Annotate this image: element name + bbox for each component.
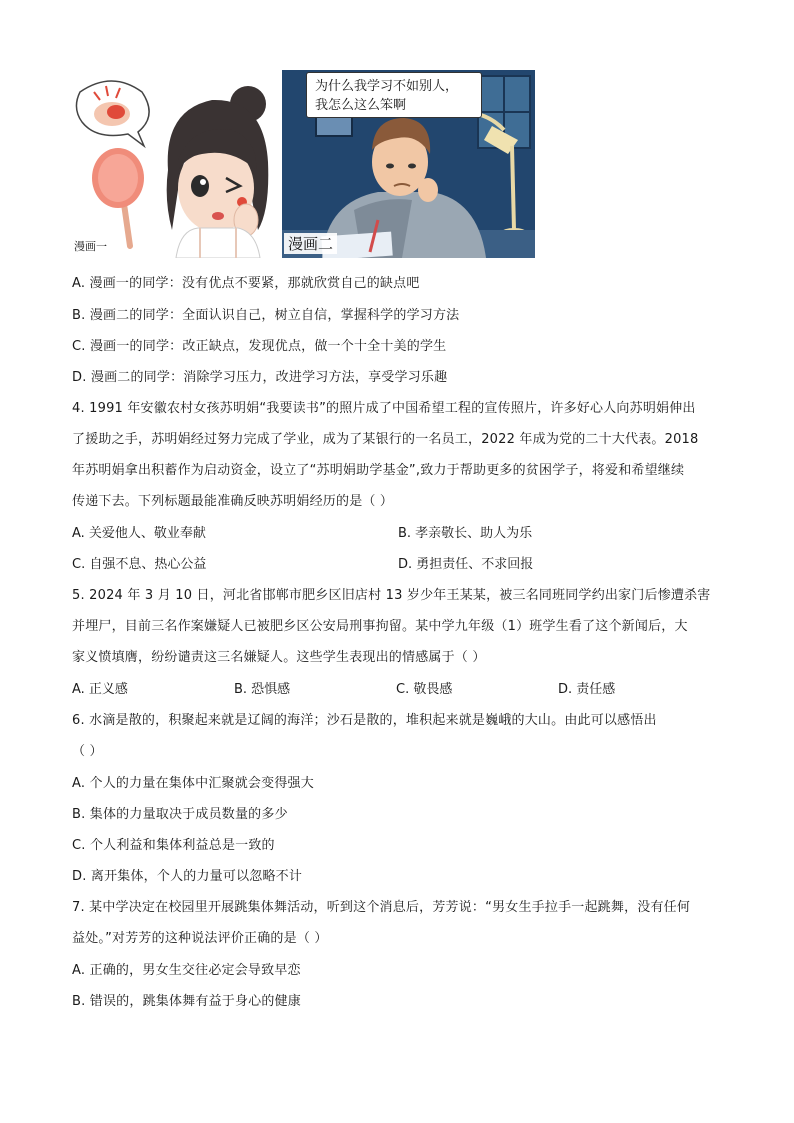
q4-stem-line-3: 年苏明娟拿出积蓄作为启动资金，设立了“苏明娟助学基金”,致力于帮助更多的贫困学子，将爱和希望继续: [72, 463, 685, 478]
q6-stem-line-2: （ ）: [72, 744, 103, 759]
q6-option-d: D. 离开集体，个人的力量可以忽略不计: [72, 869, 303, 884]
q3-option-b: B. 漫画二的同学：全面认识自己，树立自信，掌握科学的学习方法: [72, 308, 460, 323]
q5-stem-line-2: 并埋尸，目前三名作案嫌疑人已被肥乡区公安局刑事拘留。某中学九年级（1）班学生看了这个新闻后，大: [72, 619, 688, 634]
q7-stem-line-2: 益处。”对芳芳的这种说法评价正确的是（ ）: [72, 931, 328, 946]
q7-stem-line-1: 7. 某中学决定在校园里开展跳集体舞活动，听到这个消息后，芳芳说：“男女生手拉手一起跳舞，没有任何: [72, 900, 691, 915]
q3-option-d: D. 漫画二的同学：消除学习压力，改进学习方法，享受学习乐趣: [72, 370, 448, 385]
q3-option-c: C. 漫画一的同学：改正缺点，发现优点，做一个十全十美的学生: [72, 339, 447, 354]
q3-option-a: A. 漫画一的同学：没有优点不要紧，那就欣赏自己的缺点吧: [72, 276, 420, 291]
girl-with-mirror-illustration: [72, 70, 278, 258]
bubble-line-1: 为什么我学习不如别人，: [315, 79, 459, 94]
q4-option-d: D. 勇担责任、不求回报: [398, 557, 534, 572]
q6-option-c: C. 个人利益和集体利益总是一致的: [72, 838, 275, 853]
comic-two-speech-bubble: [306, 72, 482, 118]
q7-option-b: B. 错误的，跳集体舞有益于身心的健康: [72, 994, 301, 1009]
bubble-line-2: 我怎么这么笨啊: [315, 98, 407, 113]
q4-stem-line-1: 4. 1991 年安徽农村女孩苏明娟“我要读书”的照片成了中国希望工程的宣传照片，许多好心人向苏明娟伸出: [72, 401, 696, 416]
comic-one-image: [72, 70, 278, 258]
q4-option-b: B. 孝亲敬长、助人为乐: [398, 526, 533, 541]
q4-stem-line-2: 了援助之手，苏明娟经过努力完成了学业，成为了某银行的一名员工，2022 年成为党的二十大代表。2018: [72, 432, 699, 447]
q4-option-a: A. 关爱他人、敬业奉献: [72, 526, 206, 541]
comic-two-image: [282, 70, 535, 258]
comic-one-caption: 漫画一: [74, 240, 107, 253]
q7-option-a: A. 正确的，男女生交往必定会导致早恋: [72, 963, 301, 978]
q6-option-b: B. 集体的力量取决于成员数量的多少: [72, 807, 288, 822]
q4-stem-line-4: 传递下去。下列标题最能准确反映苏明娟经历的是（ ）: [72, 494, 394, 509]
q5-stem-line-3: 家义愤填膺，纷纷谴责这三名嫌疑人。这些学生表现出的情感属于（ ）: [72, 650, 486, 665]
comic-two-caption: 漫画二: [284, 233, 337, 254]
q6-option-a: A. 个人的力量在集体中汇聚就会变得强大: [72, 776, 314, 791]
q5-option-a: A. 正义感: [72, 682, 128, 697]
q5-stem-line-1: 5. 2024 年 3 月 10 日，河北省邯郸市肥乡区旧店村 13 岁少年王某某，被三名同班同学约出家门后惨遭杀害: [72, 588, 711, 603]
q6-stem-line-1: 6. 水滴是散的，积聚起来就是辽阔的海洋；沙石是散的，堆积起来就是巍峨的大山。由此可以感悟出: [72, 713, 657, 728]
q5-option-d: D. 责任感: [558, 682, 616, 697]
q5-option-b: B. 恐惧感: [234, 682, 291, 697]
q4-option-c: C. 自强不息、热心公益: [72, 557, 207, 572]
q5-option-c: C. 敬畏感: [396, 682, 453, 697]
